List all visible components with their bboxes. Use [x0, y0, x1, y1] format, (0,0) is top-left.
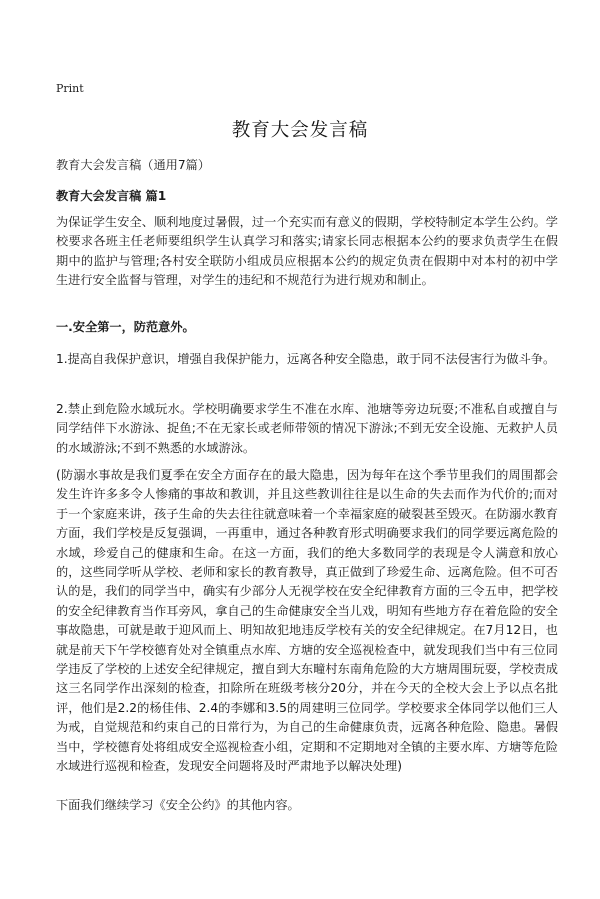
paragraph-continue: 下面我们继续学习《安全公约》的其他内容。: [56, 798, 300, 812]
document-title: 教育大会发言稿: [231, 120, 369, 141]
paragraph-heading-safety: 一.安全第一，防范意外。: [56, 320, 195, 334]
document-subtitle: 教育大会发言稿（通用7篇）: [56, 158, 211, 172]
paragraph-intro: 为保证学生安全、顺利地度过暑假，过一个充实而有意义的假期，学校特制定本学生公约。学校要求各班主任老师要组织学生认真学习和落实;请家长同志根据本公约的要求负责学生在假期中的监护与管理;各村安全联防小组成员应根据本公约的规定负责在假期中对本村的初中学生进行安全监督与管理，对学生的违纪和不规范行为进行规劝和制止。: [56, 215, 558, 288]
paragraph-item-2: 2.禁止到危险水域玩水。学校明确要求学生不准在水库、池塘等旁边玩耍;不准私自或擅自与同学结伴下水游泳、捉鱼;不在无家长或老师带领的情况下游泳;不到无安全设施、无救护人员的水域游泳;不到不熟悉的水域游泳。: [56, 402, 558, 455]
paragraph-drowning: (防溺水事故是我们夏季在安全方面存在的最大隐患，因为每年在这个季节里我们的周围都会发生许许多多令人惨痛的事故和教训，并且这些教训往往是以生命的失去而作为代价的;而对于一个家庭来讲，孩子生命的失去往往就意味着一个幸福家庭的破裂甚至毁灭。在防溺水教育方面，我们学校是反复强调，一再重申，通过各种教育形式明确要求我们的同学要远离危险的水域，珍爱自己的健康和生命。在这一方面，我们的绝大多数同学的表现是令人满意和放心的，这些同学听从学校、老师和家长的教育教导，真正做到了珍爱生命、远离危险。但不可否认的是，我们的同学当中，确实有少部分人无视学校在安全纪律教育方面的三令五申，把学校的安全纪律教育当作耳旁风，拿自己的生命健康安全当儿戏，明知有些地方存在着危险的安全事故隐患，可就是敢于迎风而上、明知故犯地违反学校有关的安全纪律规定。在7月12日，也就是前天下午学校德育处对全镇重点水库、方塘的安全巡视检查中，就发现我们当中有三位同学违反了学校的上述安全纪律规定，擅自到大东疃村东南角危险的大方塘周围玩耍，学校责成这三名同学作出深刻的检查，扣除所在班级考核分20分，并在今天的全校大会上予以点名批评，他们是2.2的杨佳伟、2.4的李娜和3.5的周建明三位同学。学校要求全体同学以他们三人为戒，自觉规范和约束自己的日常行为，为自己的生命健康负责，远离各种危险、隐患。暑假当中，学校德育处将组成安全巡视检查小组，定期和不定期地对全镇的主要水库、方塘等危险水域进行巡视和检查，发现安全问题将及时严肃地予以解决处理): [56, 468, 558, 774]
paragraph-item-1: 1.提高自我保护意识，增强自我保护能力，远离各种安全隐患，敢于同不法侵害行为做斗争。: [56, 352, 556, 366]
section-title: 教育大会发言稿 篇1: [56, 189, 167, 203]
print-label: Print: [56, 82, 84, 95]
